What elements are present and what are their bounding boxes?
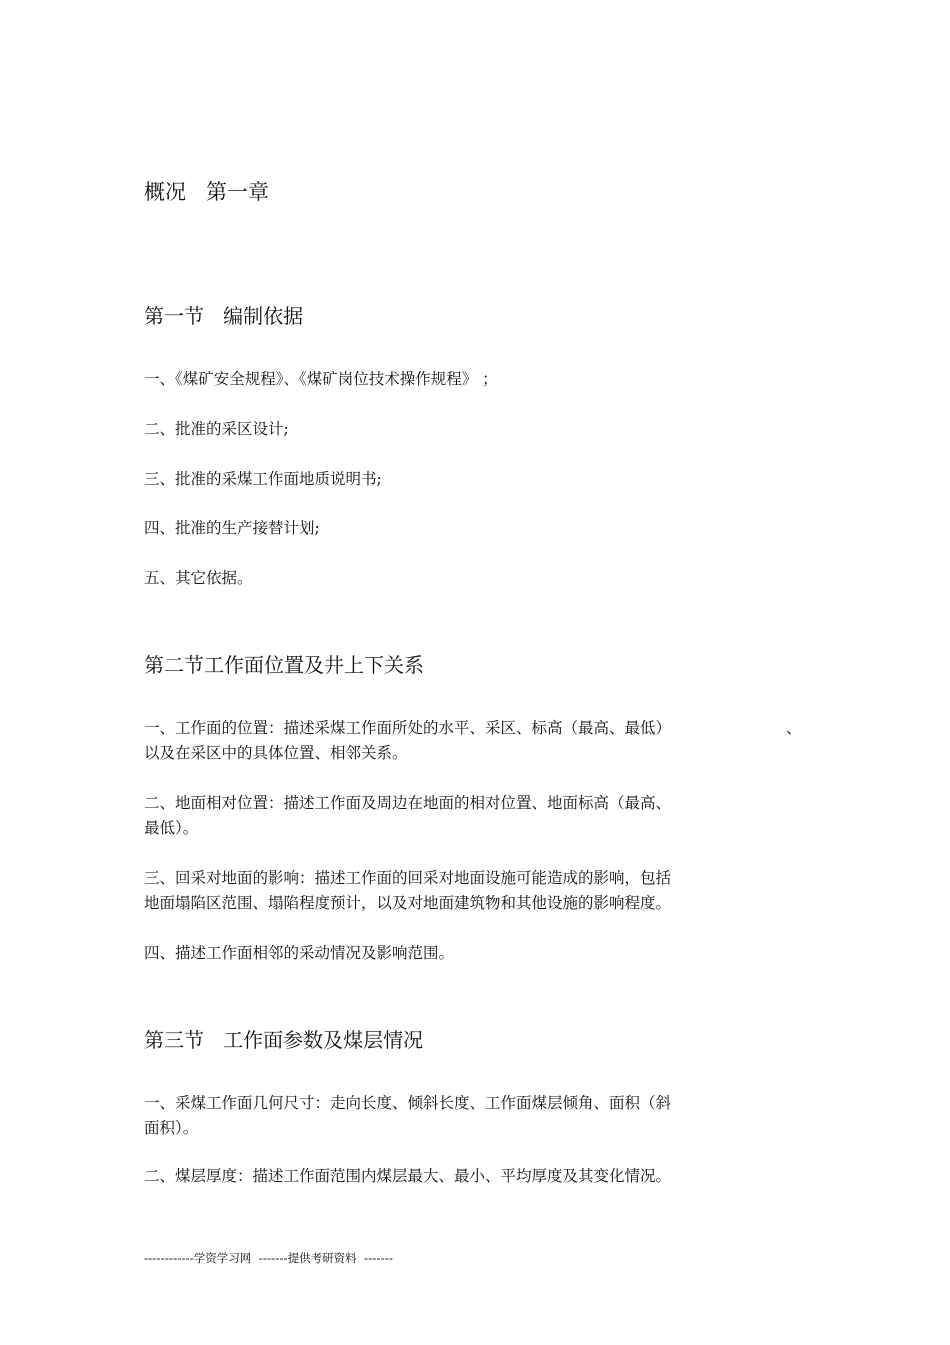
section-2-item-3: 三、回采对地面的影响：描述工作面的回采对地面设施可能造成的影响，包括 地面塌陷区范围、塌陷程度预计，以及对地面建筑物和其他设施的影响程度。 bbox=[144, 869, 672, 912]
section-3-item-1: 一、采煤工作面几何尺寸：走向长度、倾斜长度、工作面煤层倾角、面积（斜 面积）。 bbox=[144, 1094, 672, 1137]
section-1-item-2: 二、批准的采区设计; bbox=[144, 420, 289, 438]
section-title-2: 第二节工作面位置及井上下关系 bbox=[144, 653, 424, 677]
section-2-item-1: 一、工作面的位置：描述采煤工作面所处的水平、采区、标高（最高、最低） 以及在采区中的具体位置、相邻关系。 bbox=[144, 719, 672, 762]
section-1-item-5: 五、其它依据。 bbox=[144, 569, 253, 587]
section-1-item-4: 四、批准的生产接替计划; bbox=[144, 519, 320, 537]
section-1-item-3: 三、批准的采煤工作面地质说明书; bbox=[144, 470, 382, 488]
trailing-punctuation: 、 bbox=[786, 719, 802, 737]
section-1-item-1: 一、《煤矿安全规程》、《煤矿岗位技术操作规程》 ； bbox=[144, 370, 498, 388]
section-title-1: 第一节 编制依据 bbox=[144, 304, 304, 328]
section-3-item-2: 二、煤层厚度：描述工作面范围内煤层最大、最小、平均厚度及其变化情况。 bbox=[144, 1167, 672, 1185]
section-title-3: 第三节 工作面参数及煤层情况 bbox=[144, 1028, 424, 1052]
section-2-item-2: 二、地面相对位置：描述工作面及周边在地面的相对位置、地面标高（最高、 最低）。 bbox=[144, 794, 672, 837]
chapter-title: 概况 第一章 bbox=[144, 180, 270, 204]
section-2-item-4: 四、描述工作面相邻的采动情况及影响范围。 bbox=[144, 944, 455, 962]
page-footer: ------------学资学习网 -------提供考研资料 ------- bbox=[144, 1251, 394, 1265]
